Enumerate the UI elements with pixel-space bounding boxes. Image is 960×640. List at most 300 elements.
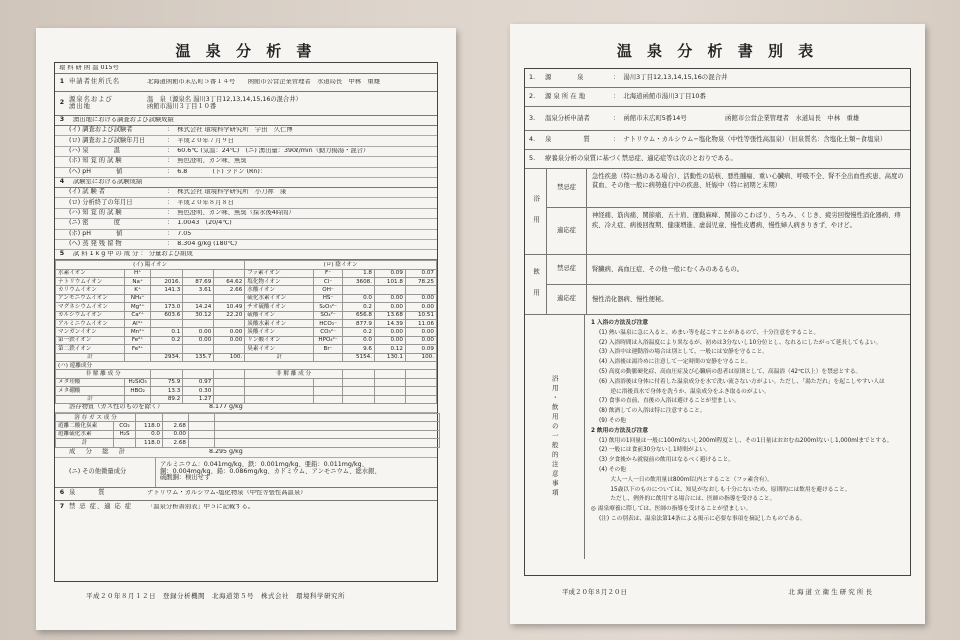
cation-cell <box>151 269 183 277</box>
empty-cell <box>314 387 343 395</box>
empty-cell <box>405 378 436 386</box>
cation-name: 第二鉄イオン <box>56 345 125 353</box>
anion-cell: 1.8 <box>342 269 374 277</box>
appendix-row <box>525 88 910 107</box>
survey-item-label: (ロ) 調査および試験年月日 <box>69 136 146 144</box>
row-number: 2 <box>59 99 65 107</box>
hot-spring-analysis-appendix-sheet <box>510 24 925 624</box>
non-ionized-cell: 75.9 <box>151 378 183 386</box>
anion-cell: 0.00 <box>405 303 436 311</box>
note-line: 2 飲用の方法及び注意 <box>591 427 649 434</box>
anion-cell: 0.09 <box>374 269 405 277</box>
empty-cell <box>342 395 374 403</box>
non-ionized-cell: 13.3 <box>151 387 183 395</box>
cation-name: アンモニウムイオン <box>56 294 125 302</box>
cation-cell <box>183 294 214 302</box>
cation-name: カルシウムイオン <box>56 311 125 319</box>
spring-type-label: 泉 質 <box>69 489 106 497</box>
survey-item-value: 60.6℃ (気温：24℃) (ニ) 湧出量：390ℓ/min（動力揚湯・混合） <box>177 148 370 155</box>
cation-total-cell: 計 <box>56 353 125 361</box>
trace-line: 銅：0.004mg/kg、鉛：0.086mg/kg、カドミウム、アンモニウム、総水銀、 <box>160 467 381 475</box>
anion-cell: 0.09 <box>405 345 436 353</box>
anion-cell: S₂O₃²⁻ <box>314 303 343 311</box>
note-line: (8) 飲酒しての入浴は特に注意すること。 <box>599 408 706 415</box>
bathing-label: 浴 用 <box>525 169 547 254</box>
source-location-label: 湧出地 <box>69 102 91 110</box>
ion-table-row <box>56 320 437 328</box>
survey-item-row <box>55 230 437 240</box>
ion-table-row <box>56 286 437 294</box>
appendix-row <box>525 150 910 169</box>
anion-name: 水酸イオン <box>245 286 314 294</box>
empty-cell <box>215 422 440 430</box>
anion-cell: HPO₄²⁻ <box>314 336 343 344</box>
anion-cell: 0.12 <box>374 345 405 353</box>
cation-cell: NH₄⁺ <box>125 294 151 302</box>
cation-name: マンガンイオン <box>56 328 125 336</box>
appendix-row-number: 3. <box>529 113 536 122</box>
cation-cell: 2.66 <box>214 286 245 294</box>
survey-item-label: (ニ) 密 度 <box>69 219 120 227</box>
cation-cell <box>214 294 245 302</box>
gas-cell: 118.0 <box>136 439 163 447</box>
anion-name: 塩化物イオン <box>245 278 314 286</box>
empty-cell <box>405 395 436 403</box>
cation-cell: Na⁺ <box>125 278 151 286</box>
survey-item-value: 株式会社 環境科学研究所 宇田 久仁博 <box>177 127 293 134</box>
note-line: (1) 飲用の1回量は一般に100mlないし200ml程度とし、その1日量はおおむね200mlないし1,000mlまでとする。 <box>599 437 893 444</box>
note-line: (注) この別表は、温泉法第14条による掲示に必要な事項を摘記したものである。 <box>599 515 806 522</box>
components-heading: 試 料 1 k g 中 の 成 分 ： 分量および組成 <box>73 251 193 258</box>
anion-cell: OH⁻ <box>314 286 343 294</box>
anion-cell: CO₃²⁻ <box>314 328 343 336</box>
source-name-value: 温 泉（源泉名 湯川3丁目12,13,14,15,16の混合井） <box>147 95 302 103</box>
empty-cell <box>214 378 245 386</box>
survey-item-row <box>55 198 437 208</box>
cation-name: 水素イオン <box>56 269 125 277</box>
appendix-row-label: 療養泉分析の泉質に基づく禁忌症、適応症等は次のとおりである。 <box>545 154 737 163</box>
cation-cell: Mg²⁺ <box>125 303 151 311</box>
non-ionized-cell: 0.30 <box>183 387 214 395</box>
spring-type-value: ナトリウム・カルシウム-塩化物泉（中性等張性高温泉） <box>147 490 307 497</box>
survey-item-value: 平成２０年８月８日 <box>177 199 234 206</box>
survey-item-row <box>55 240 437 250</box>
cation-cell: H⁺ <box>125 269 151 277</box>
cation-total-cell: 2934. <box>151 353 183 361</box>
drinking-indication-label: 適応症 <box>547 285 587 314</box>
ion-table-row <box>56 336 437 344</box>
appendix-row-value: 函館市末広町5番14号 函館市公営企業管理者 水道局長 中林 重雄 <box>623 113 860 122</box>
gas-cell: 遊離二酸化炭素 <box>56 422 114 430</box>
anion-cell: HCO₃⁻ <box>314 320 343 328</box>
ion-table-row <box>56 303 437 311</box>
cation-cell: 0.00 <box>183 336 214 344</box>
empty-cell <box>245 395 314 403</box>
solute-value: 8.177 g/kg <box>209 404 243 411</box>
dissolved-gas-table <box>55 413 440 448</box>
anion-cell: 0.00 <box>405 336 436 344</box>
survey-item-label: (ロ) 分析終了の年月日 <box>69 198 133 206</box>
cation-cell <box>214 269 245 277</box>
note-line: 1 入浴の方法及び注意 <box>591 320 649 326</box>
cation-cell: 64.62 <box>214 278 245 286</box>
separator: ： <box>167 157 174 165</box>
applicant-value: 北海道函館市末広町５番１４号 函館市公営企業管理者 水道局長 中林 重雄 <box>147 79 380 86</box>
survey-item-value: 株式会社 環境科学研究所 小刀祢 康 <box>177 189 287 196</box>
anion-name: チオ硫酸イオン <box>245 303 314 311</box>
anion-cell: 10.51 <box>405 311 436 319</box>
cation-name: マグネシウムイオン <box>56 303 125 311</box>
gas-cell: 遊離硫化水素 <box>56 430 114 438</box>
non-ionized-cell: HBO₂ <box>125 387 151 395</box>
anion-cell: F⁻ <box>314 269 343 277</box>
survey-item-label: (ヘ) 蒸 発 残 留 物 <box>69 240 122 248</box>
survey-item-row <box>55 209 437 219</box>
drinking-indication-text: 慢性消化器病、慢性便秘。 <box>592 295 668 303</box>
non-ionized-row <box>56 395 437 403</box>
anion-total-cell: 計 <box>245 353 314 361</box>
appendix-row-label: 源 泉 所 在 地 <box>545 92 586 101</box>
non-ionized-cell: 89.2 <box>151 395 183 403</box>
survey-item-label: (ホ) pH 値 <box>69 229 123 237</box>
separator: ： <box>613 92 620 101</box>
anion-cell: 0.0 <box>342 336 374 344</box>
anion-name: 炭酸水素イオン <box>245 320 314 328</box>
anion-cell: 101.8 <box>374 278 405 286</box>
separator: ： <box>167 229 174 237</box>
cation-total-cell: 100. <box>214 353 245 361</box>
ion-table-row <box>56 311 437 319</box>
separator: ： <box>613 135 620 144</box>
cation-cell: 3.61 <box>183 286 214 294</box>
note-line: 15歳以下のものについては、知見がなおしも十分にないため、原則的には飲用を避けること。 <box>599 486 851 493</box>
appendix-row-value: ナトリウム・カルシウム−塩化物泉（中性等張性高温泉）（旧泉質名：含塩化土類−食塩泉） <box>623 135 887 144</box>
cation-cell <box>151 345 183 353</box>
anion-cell: 0.00 <box>374 294 405 302</box>
sheet-title: 温 泉 分 析 書 <box>175 42 317 60</box>
cation-name: ナトリウムイオン <box>56 278 125 286</box>
survey-item-row <box>55 168 437 178</box>
analysis-table <box>54 62 438 582</box>
survey-item-value: 8.304 g/kg (180℃) <box>177 241 238 248</box>
anion-name: 硫化水素イオン <box>245 294 314 302</box>
anion-cell: 0.00 <box>374 336 405 344</box>
cation-cell: 0.1 <box>151 328 183 336</box>
anion-total-cell: 100. <box>405 353 436 361</box>
row-number: 3 <box>59 116 65 124</box>
separator: ： <box>167 167 174 175</box>
empty-cell <box>245 387 314 395</box>
empty-cell <box>374 378 405 386</box>
non-ionized-row <box>56 387 437 395</box>
empty-cell <box>374 387 405 395</box>
appendix-row <box>525 131 910 150</box>
cation-cell: 603.6 <box>151 311 183 319</box>
gas-cell: H₂S <box>114 430 136 438</box>
bathing-contraindication-label: 禁忌症 <box>547 169 587 207</box>
note-line: (9) その他 <box>599 417 626 424</box>
trace-label: (ニ) その他微量成分 <box>69 467 127 475</box>
ion-table-row <box>56 294 437 302</box>
note-line: ◎ 湯泉療養に際しては、医師の指導を受けることが望ましい。 <box>591 506 752 513</box>
anion-cell: 14.39 <box>374 320 405 328</box>
non-ionized-heading: 非 解 離 成 分 <box>56 370 151 378</box>
row-number: 6 <box>59 489 65 497</box>
survey-item-row <box>55 147 437 157</box>
note-line: 大人一人一日の飲用量は800ml以内とすること（フッ素含有）。 <box>599 476 773 483</box>
cation-cell <box>183 345 214 353</box>
ion-table <box>55 260 437 362</box>
cation-cell: 141.3 <box>151 286 183 294</box>
note-line: (1) 熱い温泉に急に入ると、めまい等を起こすことがあるので、十分注意をすること。 <box>599 329 820 336</box>
gas-cell: CO₂ <box>114 422 136 430</box>
ion-table-row <box>56 269 437 277</box>
appendix-row-number: 5. <box>529 154 536 163</box>
row-number: 4 <box>59 177 65 185</box>
appendix-row-number: 2. <box>529 92 536 101</box>
survey-item-label: (ホ) 知 覚 的 試 験 <box>69 157 122 165</box>
note-line: 逆に浴後真水で身体を洗うか、温泉成分をふき取るのがよい。 <box>599 388 770 395</box>
separator: ： <box>167 147 174 155</box>
survey-item-label: (ハ) 泉 温 <box>69 147 120 155</box>
non-ionized-cell: 計 <box>56 395 125 403</box>
cation-cell: 87.69 <box>183 278 214 286</box>
anion-cell: SO₄²⁻ <box>314 311 343 319</box>
ion-table-row <box>56 345 437 353</box>
non-ionized-cell: メタ珪酸 <box>56 378 125 386</box>
anion-name: 炭酸イオン <box>245 328 314 336</box>
non-ionized-heading-2: 非 解 離 成 分 <box>245 370 343 378</box>
cation-cell <box>183 269 214 277</box>
indications-value: 「温泉分析書別表」中５に記載する。 <box>147 503 255 510</box>
hot-spring-analysis-sheet <box>36 28 456 630</box>
row-number: 7 <box>59 502 65 510</box>
anion-cell: Br⁻ <box>314 345 343 353</box>
cation-cell: 0.00 <box>214 336 245 344</box>
bathing-indication-text: 神経痛、筋肉痛、関節痛、五十肩、運動麻痺、関節のこわばり、うちみ、くじき、疲労回復慢性消化器病、痔疾、冷え症、病後回復期、健康増進、虚弱児童、慢性皮膚病、慢性婦人病きりきず、やけど。 <box>592 212 901 229</box>
separator: ： <box>613 113 620 122</box>
note-line: (2) 一般には食前30分ないし1時間がよい。 <box>599 447 711 454</box>
empty-cell <box>215 430 440 438</box>
appendix-row <box>525 107 910 131</box>
note-line: (3) 夕食後から就寝前の飲用はなるべく避けること。 <box>599 457 734 464</box>
solute-label: 溶存物質（ガス性のものを除く） <box>69 403 164 411</box>
non-ionized-cell: 1.27 <box>183 395 214 403</box>
anion-cell: 0.00 <box>374 303 405 311</box>
gas-row <box>56 422 440 430</box>
anion-cell: 0.0 <box>342 294 374 302</box>
empty-cell <box>215 439 440 447</box>
anion-cell: 0.2 <box>342 303 374 311</box>
drinking-contraindication-text: 腎臓病、高血圧症、その他一般にむくみのあるもの。 <box>592 265 743 273</box>
appendix-table <box>524 68 911 576</box>
cation-cell: Fe²⁺ <box>125 336 151 344</box>
anion-cell: 656.8 <box>342 311 374 319</box>
empty-cell <box>342 378 374 386</box>
survey-item-value: 7.05 <box>177 230 192 237</box>
gas-heading: 溶 存 ガ ス 成 分 <box>56 413 136 421</box>
empty-cell <box>189 439 215 447</box>
cation-cell: 2016. <box>151 278 183 286</box>
cation-cell: Ca²⁺ <box>125 311 151 319</box>
note-line: (5) 高度の動脈硬化症、高血圧症及び心臓病の患者は原則として、高温浴（42℃以上）を禁忌とする。 <box>599 368 862 375</box>
gas-cell: 2.68 <box>163 422 189 430</box>
anion-cell: 0.2 <box>342 328 374 336</box>
free-components-heading: (ハ) 遊離成分 <box>56 361 437 369</box>
anion-cell: 9.6 <box>342 345 374 353</box>
cation-cell <box>214 320 245 328</box>
anion-cell: 0.00 <box>405 294 436 302</box>
anion-cell: 13.68 <box>374 311 405 319</box>
row-number: 5 <box>59 250 65 258</box>
empty-cell <box>374 395 405 403</box>
bathing-contraindication-text: 急性疾患（特に熱のある場合）、活動性の結核、悪性腫瘍、重い心臓病、呼吸不全、腎不全出血性疾患、高度の貧血、その他一般に病勢進行中の疾患、妊娠中（特に初期と末期） <box>592 173 904 190</box>
source-location-value: 函館市湯川３丁目１０番 <box>147 102 217 110</box>
cation-name: 第一鉄イオン <box>56 336 125 344</box>
empty-cell <box>214 395 245 403</box>
appendix-row-label: 源 泉 <box>545 73 584 82</box>
doc-number: 環 科 研 函 温 015号 <box>59 64 119 71</box>
empty-cell <box>214 387 245 395</box>
anion-cell <box>405 286 436 294</box>
anion-total-cell: 130.1 <box>374 353 405 361</box>
note-line: (4) その他 <box>599 466 626 473</box>
separator: ： <box>167 136 174 144</box>
appendix-row-label: 泉 質 <box>545 135 590 144</box>
gas-cell: 0.0 <box>136 430 163 438</box>
general-notes <box>585 315 910 559</box>
indications-label: 禁 忌 症、適 応 症 <box>69 502 133 510</box>
anion-cell: Cl⁻ <box>314 278 343 286</box>
ion-table-row <box>56 328 437 336</box>
ion-table-row <box>56 278 437 286</box>
bathing-indication-label: 適応症 <box>547 208 587 254</box>
cation-total-cell: 135.7 <box>183 353 214 361</box>
free-components-table <box>55 361 437 404</box>
source-name-label: 源泉名および <box>69 95 113 103</box>
anion-cell: 3608. <box>342 278 374 286</box>
non-ionized-cell: H₂SiO₃ <box>125 378 151 386</box>
cation-name: アルミニウムイオン <box>56 320 125 328</box>
cation-cell <box>151 320 183 328</box>
survey-item-label: (イ) 試 験 者 <box>69 188 106 196</box>
note-line: (7) 食事の直前、直後の入浴は避けることが望ましい。 <box>599 398 740 405</box>
gas-cell: 118.0 <box>136 422 163 430</box>
cation-heading: (イ) 陽イオン <box>56 261 245 269</box>
anion-cell: 0.07 <box>405 269 436 277</box>
note-line: (3) 入浴中は運動浴の場合は別として、一般には安静を守ること。 <box>599 349 768 356</box>
anion-cell: 0.00 <box>374 328 405 336</box>
anion-cell: HS⁻ <box>314 294 343 302</box>
non-ionized-row <box>56 378 437 386</box>
separator: ： <box>167 198 174 206</box>
separator: ： <box>167 240 174 248</box>
anion-cell: 11.06 <box>405 320 436 328</box>
empty-cell <box>189 422 215 430</box>
note-line: (6) 入浴浴後は身体に付着した温泉成分を水で洗い流さない方がよい。ただし、「湯ただれ」を起こしやすい人は <box>599 378 885 385</box>
separator: ： <box>167 188 174 196</box>
anion-cell: 877.9 <box>342 320 374 328</box>
cation-cell: Mn²⁺ <box>125 328 151 336</box>
cation-cell: 22.20 <box>214 311 245 319</box>
non-ionized-cell <box>125 395 151 403</box>
drinking-contraindication-label: 禁忌症 <box>547 255 587 284</box>
separator: ： <box>167 126 174 134</box>
gas-row <box>56 430 440 438</box>
cation-cell: 173.0 <box>151 303 183 311</box>
issuing-organization: 北 海 道 立 衛 生 研 究 所 長 <box>788 588 872 596</box>
anion-cell <box>342 286 374 294</box>
survey-item-value: 無色澄明、カン味、無臭 <box>177 158 247 165</box>
appendix-row <box>525 69 910 88</box>
cation-name: カリウムイオン <box>56 286 125 294</box>
survey-item-row <box>55 157 437 167</box>
empty-cell <box>342 387 374 395</box>
gas-cell: 計 <box>56 439 114 447</box>
anion-name: リン酸イオン <box>245 336 314 344</box>
drinking-label: 飲 用 <box>525 255 547 314</box>
lab-test-heading: 試験室における試験成績 <box>73 178 143 185</box>
issuer-footer: 平成２０年８月１２日 登録分析機関 北海道第５号 株式会社 環境科学研究所 <box>86 592 345 600</box>
gas-cell: 0.00 <box>163 430 189 438</box>
applicant-label: 申請者住所氏名 <box>69 78 121 86</box>
non-ionized-cell: 0.97 <box>183 378 214 386</box>
note-line: (4) 入浴後は湯冷めに注意して一定時間の安静を守ること。 <box>599 359 752 366</box>
anion-name: フッ素イオン <box>245 269 314 277</box>
separator: ： <box>167 219 174 227</box>
cation-cell: K⁺ <box>125 286 151 294</box>
cation-cell <box>214 345 245 353</box>
separator: ： <box>167 208 174 216</box>
anion-total-cell: 5154. <box>342 353 374 361</box>
note-line: (2) 入浴時間は入浴温度により異なるが、初めは3分ないし10分位とし、なれるにしたがって延長してもよい。 <box>599 339 882 346</box>
cation-cell: Al³⁺ <box>125 320 151 328</box>
survey-item-value: 6.8 (ト) ラドン (Rn)： <box>177 168 267 175</box>
cation-cell: Fe³⁺ <box>125 345 151 353</box>
empty-cell <box>314 395 343 403</box>
cation-cell <box>151 294 183 302</box>
anion-cell: 0.00 <box>405 328 436 336</box>
general-notes-label: 浴用・飲用の一般的注意事項 <box>525 315 585 559</box>
anion-name: 硫酸イオン <box>245 311 314 319</box>
appendix-row-number: 1. <box>529 73 536 82</box>
cation-cell: 30.12 <box>183 311 214 319</box>
gas-cell <box>114 439 136 447</box>
cation-cell: 10.49 <box>214 303 245 311</box>
gas-row <box>56 439 440 447</box>
cation-cell: 0.2 <box>151 336 183 344</box>
issuer-footer <box>562 587 872 596</box>
survey-item-row <box>55 136 437 146</box>
cation-cell: 0.00 <box>214 328 245 336</box>
empty-cell <box>245 378 314 386</box>
appendix-row-number: 4. <box>529 135 536 144</box>
total-label: 成 分 総 計 <box>69 447 128 455</box>
note-line: ただし、例外的に飲用する場合には、医師の指導を受けること。 <box>599 496 776 503</box>
survey-item-row <box>55 219 437 229</box>
appendix-row-value: 北海道函館市湯川3丁目10番 <box>623 92 706 101</box>
survey-item-value: 1.0043 (20/4℃) <box>177 220 232 227</box>
anion-cell <box>374 286 405 294</box>
survey-item-value: 無色澄明、カン味、無臭（採水後4時間） <box>177 209 295 216</box>
cation-cell: 14.24 <box>183 303 214 311</box>
issue-date: 平成２０年８月２０日 <box>562 588 627 596</box>
survey-item-label: (ハ) 知 覚 的 試 験 <box>69 208 122 216</box>
sheet-title: 温 泉 分 析 書 別 表 <box>616 42 819 60</box>
trace-line: 硫酸銅：検出せず <box>160 474 211 482</box>
separator: ： <box>613 73 620 82</box>
empty-cell <box>314 378 343 386</box>
